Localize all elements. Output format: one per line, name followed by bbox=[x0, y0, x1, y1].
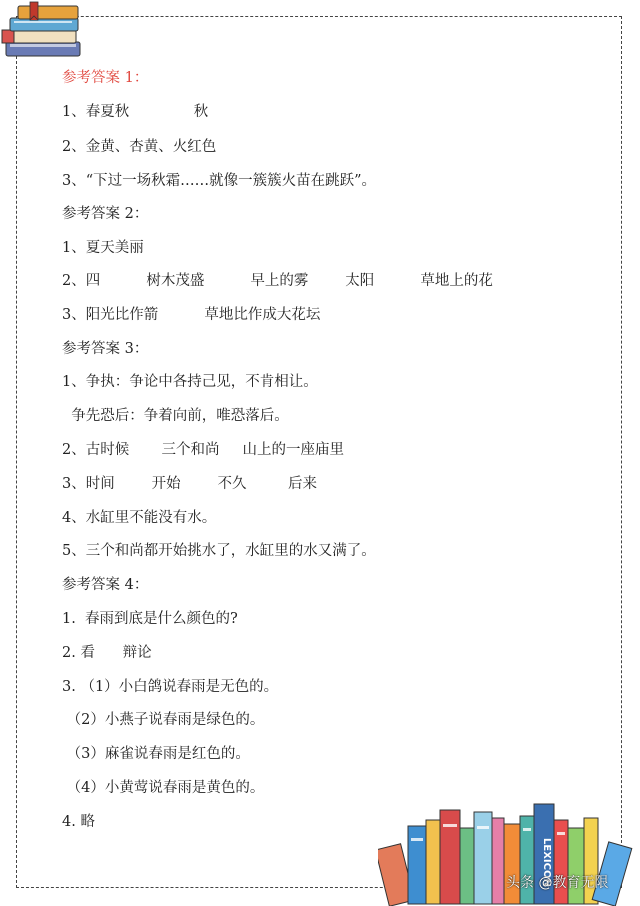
answer-line: 1、争执：争论中各持己见，不肯相让。 bbox=[62, 374, 318, 390]
answer-line: 5、三个和尚都开始挑水了，水缸里的水又满了。 bbox=[62, 543, 376, 559]
answer-line: 3、“下过一场秋霜……就像一簇簇火苗在跳跃”。 bbox=[62, 173, 377, 189]
answer-line: 1、春夏秋 秋 bbox=[62, 104, 209, 120]
answer-line: 1. 春雨到底是什么颜色的? bbox=[62, 611, 238, 627]
answer-line: （2）小燕子说春雨是绿色的。 bbox=[62, 712, 265, 728]
answer-line: （4）小黄莺说春雨是黄色的。 bbox=[62, 780, 265, 796]
answer-line: 4、水缸里不能没有水。 bbox=[62, 510, 217, 526]
answer-heading-4: 参考答案 4： bbox=[62, 577, 149, 593]
answer-line: 1、夏天美丽 bbox=[62, 240, 144, 256]
answer-line: 2、金黄、杏黄、火红色 bbox=[62, 139, 217, 155]
answer-line: 2、古时候 三个和尚 山上的一座庙里 bbox=[62, 442, 345, 458]
answer-heading-2: 参考答案 2： bbox=[62, 206, 149, 222]
answer-line: （3）麻雀说春雨是红色的。 bbox=[62, 746, 250, 762]
answer-line: 4. 略 bbox=[62, 814, 95, 830]
answer-heading-1: 参考答案 1： bbox=[62, 70, 149, 86]
answer-line: 3、时间 开始 不久 后来 bbox=[62, 476, 317, 492]
book-stack-icon bbox=[0, 0, 90, 64]
answer-heading-3: 参考答案 3： bbox=[62, 341, 149, 357]
answer-line: 3. （1）小白鸽说春雨是无色的。 bbox=[62, 679, 279, 695]
book-spine-label: LEXICON bbox=[541, 838, 552, 887]
answer-line: 2. 看 辩论 bbox=[62, 645, 152, 661]
watermark: 头条 @教育无限 bbox=[506, 875, 609, 891]
answer-line: 2、四 树木茂盛 早上的雾 太阳 草地上的花 bbox=[62, 273, 493, 289]
answer-line: 3、阳光比作箭 草地比作成大花坛 bbox=[62, 307, 321, 323]
answer-line: 争先恐后：争着向前，唯恐落后。 bbox=[62, 408, 289, 424]
